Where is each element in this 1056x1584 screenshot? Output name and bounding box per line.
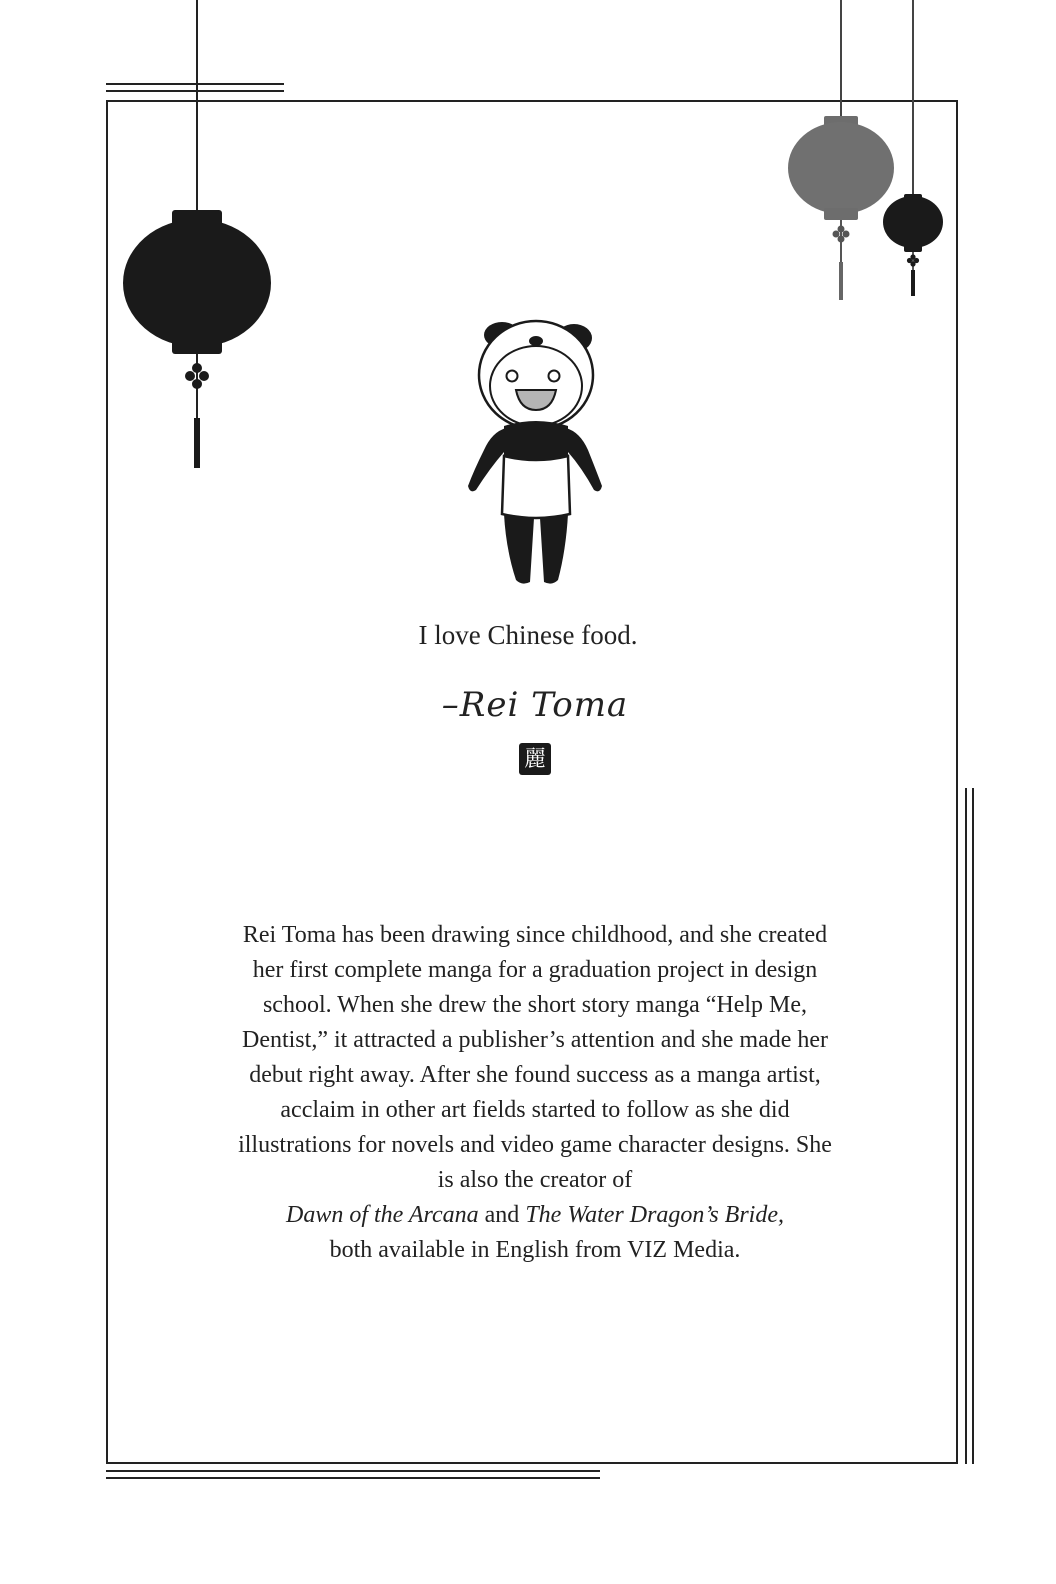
panda-character-icon: [440, 310, 630, 600]
lantern-icon: [882, 0, 946, 300]
book-title: Dawn of the Arcana: [286, 1202, 479, 1228]
bio-text: Rei Toma has been drawing since childhood, and she created her first complete manga for a graduation project in design school. When she drew the short story manga “Help Me, Dentist,” it attracted a publisher’s attention and she made her debut right away. After she found success as a manga artist, acclaim in other art fields started to follow as she did illustrations for novels and video game character designs. She is also the creator of: [238, 922, 832, 1193]
right-double-rule-1: [965, 788, 967, 1464]
author-quote: I love Chinese food.: [418, 620, 638, 650]
lantern-icon: [118, 0, 278, 475]
author-signature: –Rei Toma: [441, 685, 629, 725]
bottom-double-rule-2: [106, 1477, 600, 1479]
name-seal-icon: 麗: [519, 743, 551, 775]
book-title: The Water Dragon’s Bride,: [525, 1202, 784, 1228]
author-biography: [230, 918, 840, 1268]
bottom-double-rule-1: [106, 1470, 600, 1472]
right-double-rule-2: [972, 788, 974, 1464]
bio-connector: and: [484, 1202, 520, 1228]
bio-text-end: both available in English from VIZ Media.: [329, 1237, 741, 1263]
